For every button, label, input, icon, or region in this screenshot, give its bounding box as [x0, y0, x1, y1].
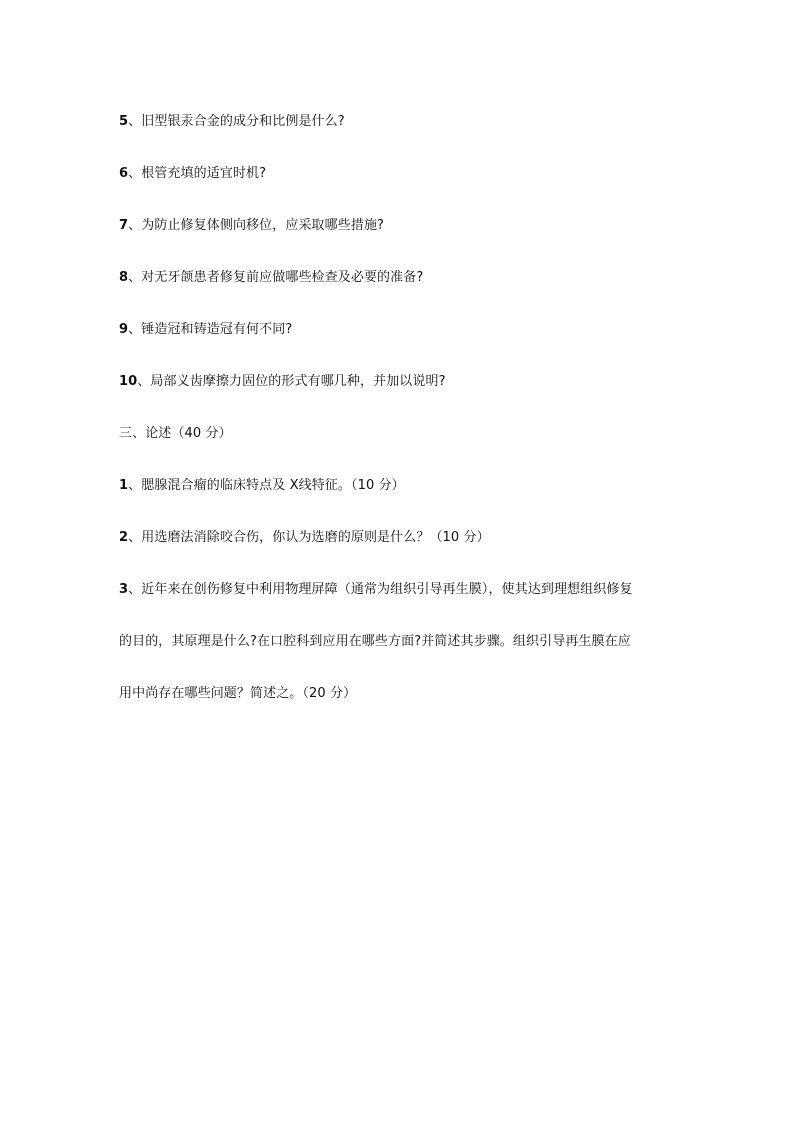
essay-question-3-continuation: 用中尚存在哪些问题？简述之。（20 分） — [119, 686, 357, 701]
essay-question-2 — [119, 529, 679, 547]
question-text: 、旧型银汞合金的成分和比例是什么? — [128, 114, 345, 129]
question-8 — [119, 269, 679, 287]
question-number: 6 — [119, 166, 129, 181]
question-9 — [119, 321, 679, 339]
question-text: 、局部义齿摩擦力固位的形式有哪几种，并加以说明? — [137, 374, 446, 389]
question-text: 、腮腺混合瘤的临床特点及 X线特征。（10 分） — [128, 478, 405, 493]
question-text: 、对无牙颌患者修复前应做哪些检查及必要的准备? — [128, 270, 424, 285]
essay-question-3 — [119, 581, 679, 599]
question-number: 5 — [119, 114, 129, 129]
essay-question-3-continuation: 的目的，其原理是什么?在口腔科到应用在哪些方面?并简述其步骤。组织引导再生膜在应 — [119, 634, 631, 649]
question-text: 、锤造冠和铸造冠有何不同? — [128, 322, 293, 337]
question-number: 8 — [119, 270, 129, 285]
question-number: 1 — [119, 478, 129, 493]
question-7 — [119, 217, 679, 235]
question-text: 、近年来在创伤修复中利用物理屏障（通常为组织引导再生膜），使其达到理想组织修复 — [128, 582, 633, 597]
question-text: 、用选磨法消除咬合伤，你认为选磨的原则是什么？（10 分） — [128, 530, 490, 545]
question-6 — [119, 165, 679, 183]
question-text: 、根管充填的适宜时机? — [128, 166, 267, 181]
question-text: 、为防止修复体侧向移位，应采取哪些措施? — [128, 218, 385, 233]
question-number: 7 — [119, 218, 129, 233]
essay-question-1 — [119, 477, 679, 495]
question-number: 3 — [119, 582, 129, 597]
section-heading: 三、论述（40 分） — [119, 426, 232, 441]
question-5 — [119, 113, 679, 131]
question-number: 2 — [119, 530, 129, 545]
question-number: 9 — [119, 322, 129, 337]
question-10 — [119, 373, 679, 391]
question-number: 10 — [119, 374, 138, 389]
